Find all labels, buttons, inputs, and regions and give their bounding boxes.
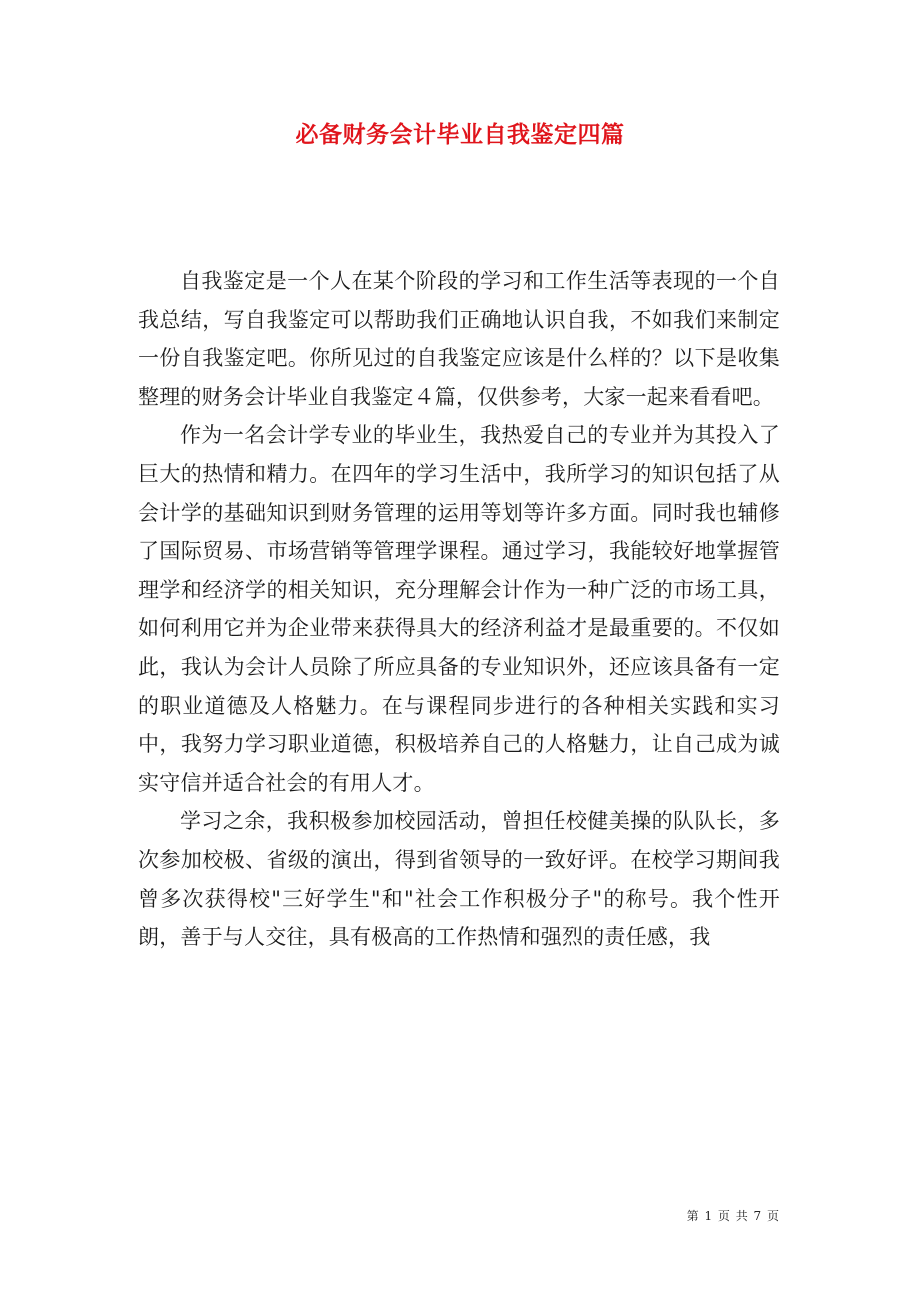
document-body bbox=[138, 262, 780, 957]
document-title: 必备财务会计毕业自我鉴定四篇 bbox=[295, 121, 625, 148]
page-number-footer: 第 1 页 共 7 页 bbox=[686, 1209, 780, 1223]
paragraph-intro: 自我鉴定是一个人在某个阶段的学习和工作生活等表现的一个自我总结，写自我鉴定可以帮助我们正确地认识自我，不如我们来制定一份自我鉴定吧。你所见过的自我鉴定应该是什么样的？以下是收集整理的财务会计毕业自我鉴定４篇，仅供参考，大家一起来看看吧。 bbox=[138, 269, 780, 409]
paragraph-activities: 学习之余，我积极参加校园活动，曾担任校健美操的队队长，多次参加校极、省级的演出，得到省领导的一致好评。在校学习期间我曾多次获得校"三好学生"和"社会工作积极分子"的称号。我个性开朗，善于与人交往，具有极高的工作热情和强烈的责任感，我 bbox=[138, 809, 780, 950]
paragraph-study: 作为一名会计学专业的毕业生，我热爱自己的专业并为其投入了巨大的热情和精力。在四年的学习生活中，我所学习的知识包括了从会计学的基础知识到财务管理的运用等划等许多方面。同时我也辅修了国际贸易、市场营销等管理学课程。通过学习，我能较好地掌握管理学和经济学的相关知识，充分理解会计作为一种广泛的市场工具，如何利用它并为企业带来获得具大的经济利益才是最重要的。不仅如此，我认为会计人员除了所应具备的专业知识外，还应该具备有一定的职业道德及人格魅力。在与课程同步进行的各种相关实践和实习中，我努力学习职业道德，积极培养自己的人格魅力，让自己成为诚实守信并适合社会的有用人才。 bbox=[138, 423, 780, 795]
